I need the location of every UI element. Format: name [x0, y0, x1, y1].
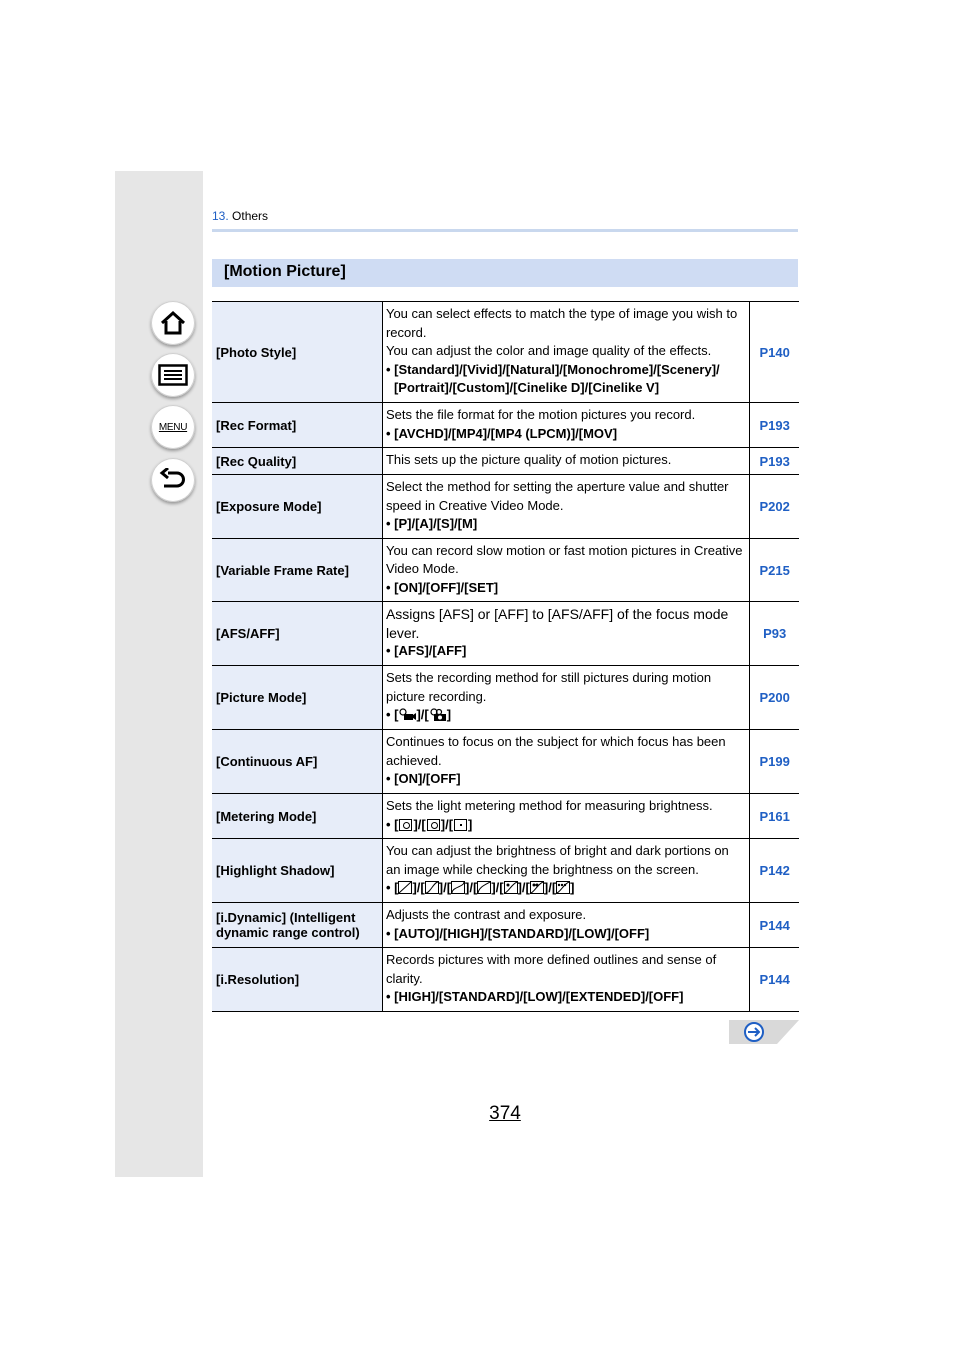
setting-name: [i.Resolution]: [212, 948, 382, 1012]
setting-name: [Highlight Shadow]: [212, 839, 382, 903]
custom-1-curve-icon: [504, 881, 518, 894]
menu-settings-table: [212, 301, 799, 1012]
back-icon: [159, 468, 187, 492]
page-reference-link[interactable]: P202: [750, 475, 799, 539]
contrast-down-curve-icon: [451, 881, 465, 894]
photo-priority-icon: [429, 708, 447, 721]
table-row: [212, 903, 799, 948]
setting-name: [Exposure Mode]: [212, 475, 382, 539]
setting-description: This sets up the picture quality of motion pictures.: [382, 448, 749, 475]
highlight-shadow-options: • [ ]/[ ]/[ ]/[ ]/[ ]/[ ]/[ ]: [385, 880, 575, 896]
setting-description: Continues to focus on the subject for which focus has been achieved. • [ON]/[OFF]: [382, 730, 749, 794]
table-row: [212, 302, 799, 403]
table-row: [212, 475, 799, 539]
setting-description: You can adjust the brightness of bright and dark portions on an image while checking the brightness on the screen. • [ ]/[ ]/[ ]/[ ]/[ ]/[ ]/[ ]: [382, 839, 749, 903]
page-reference-link[interactable]: P200: [750, 666, 799, 730]
center-weighted-metering-icon: [427, 819, 440, 831]
contents-button[interactable]: [151, 353, 195, 397]
multiple-metering-icon: [399, 819, 412, 831]
standard-curve-icon: [398, 881, 412, 894]
setting-name: [Photo Style]: [212, 302, 382, 403]
setting-description: Adjusts the contrast and exposure. • [AUTO]/[HIGH]/[STANDARD]/[LOW]/[OFF]: [382, 903, 749, 948]
setting-description: You can record slow motion or fast motion pictures in Creative Video Mode. • [ON]/[OFF]/[SET]: [382, 539, 749, 602]
back-button[interactable]: [151, 458, 195, 502]
table-row: [212, 839, 799, 903]
page-reference-link[interactable]: P161: [750, 794, 799, 839]
page-number: 374: [489, 1103, 521, 1124]
table-row: [212, 794, 799, 839]
setting-description: Records pictures with more defined outlines and sense of clarity. • [HIGH]/[STANDARD]/[LOW]/[EXTENDED]/[OFF]: [382, 948, 749, 1012]
contents-list-icon: [158, 364, 188, 386]
table-row: [212, 730, 799, 794]
setting-description: Assigns [AFS] or [AFF] to [AFS/AFF] of the focus mode lever. • [AFS]/[AFF]: [382, 602, 749, 666]
home-icon: [159, 310, 187, 336]
next-page-button[interactable]: [729, 1020, 799, 1044]
page-reference-link[interactable]: P193: [750, 403, 799, 448]
setting-description: You can select effects to match the type of image you wish to record. You can adjust the color and image quality of the effects. • [Standard]/[Vivid]/[Natural]/[Monochrome]/[Scenery]/ [Portrait]/[Custom]/[Cinelike D]/[Cinelike V]: [382, 302, 749, 403]
menu-icon: MENU: [158, 421, 188, 433]
setting-name: [Variable Frame Rate]: [212, 539, 382, 602]
table-row: [212, 448, 799, 475]
section-title: [Motion Picture]: [212, 259, 798, 287]
home-button[interactable]: [151, 301, 195, 345]
table-row: [212, 666, 799, 730]
table-row: [212, 403, 799, 448]
page-reference-link[interactable]: P199: [750, 730, 799, 794]
setting-description: Sets the light metering method for measuring brightness. • [ ]/[ ]/[ ]: [382, 794, 749, 839]
setting-name: [Rec Quality]: [212, 448, 382, 475]
page-reference-link[interactable]: P144: [750, 903, 799, 948]
setting-description: Sets the file format for the motion pictures you record. • [AVCHD]/[MP4]/[MP4 (LPCM)]/[MOV]: [382, 403, 749, 448]
contrast-up-curve-icon: [425, 881, 439, 894]
custom-3-curve-icon: [556, 881, 570, 894]
picture-mode-options: • [ ]/[ ]: [385, 707, 452, 723]
spot-metering-icon: [454, 819, 467, 831]
next-page-tab: [729, 1020, 799, 1044]
page-reference-link[interactable]: P215: [750, 539, 799, 602]
setting-description: Select the method for setting the aperture value and shutter speed in Creative Video Mode. • [P]/[A]/[S]/[M]: [382, 475, 749, 539]
page-reference-link[interactable]: P144: [750, 948, 799, 1012]
setting-name: [Rec Format]: [212, 403, 382, 448]
brighten-shadows-curve-icon: [477, 881, 491, 894]
table-row: [212, 539, 799, 602]
table-row: [212, 602, 799, 666]
setting-name: [Metering Mode]: [212, 794, 382, 839]
chapter-header: [212, 209, 798, 232]
custom-2-curve-icon: [530, 881, 544, 894]
setting-name: [Picture Mode]: [212, 666, 382, 730]
page-reference-link[interactable]: P93: [750, 602, 799, 666]
setting-name: [i.Dynamic] (Intelligent dynamic range control): [212, 903, 382, 948]
setting-name: [AFS/AFF]: [212, 602, 382, 666]
page-reference-link[interactable]: P140: [750, 302, 799, 403]
page-reference-link[interactable]: P193: [750, 448, 799, 475]
table-row: [212, 948, 799, 1012]
chapter-number: 13.: [212, 209, 229, 223]
video-priority-icon: [398, 708, 416, 721]
chapter-title: Others: [232, 209, 269, 223]
metering-mode-options: • [ ]/[ ]/[ ]: [385, 816, 473, 832]
page-reference-link[interactable]: P142: [750, 839, 799, 903]
setting-name: [Continuous AF]: [212, 730, 382, 794]
setting-description: Sets the recording method for still pictures during motion picture recording. • [ ]/[ ]: [382, 666, 749, 730]
menu-button[interactable]: [151, 405, 195, 449]
